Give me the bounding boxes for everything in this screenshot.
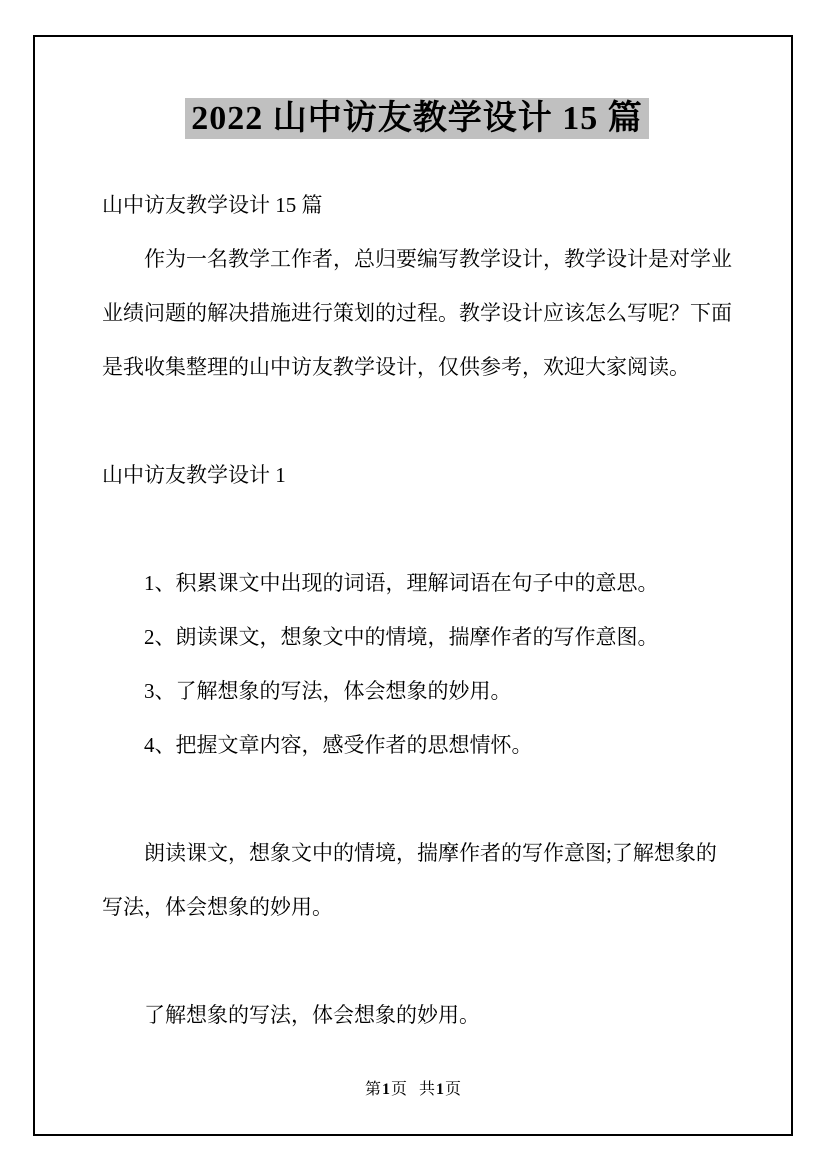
footer-total-suffix: 页 (445, 1081, 462, 1098)
footer-total-prefix: 共 (419, 1081, 436, 1098)
objective-item-1: 1、积累课文中出现的词语，理解词语在句子中的意思。 (144, 571, 659, 595)
title-highlight: 2022 山中访友教学设计 15 篇 (185, 98, 649, 139)
subtitle-line: 山中访友教学设计 15 篇 (102, 193, 323, 217)
key-points-paragraph: 朗读课文，想象文中的情境，揣摩作者的写作意图;了解想象的写法，体会想象的妙用。 (102, 841, 717, 919)
intro-paragraph: 作为一名教学工作者，总归要编写教学设计，教学设计是对学业业绩问题的解决措施进行策划的过程。教学设计应该怎么写呢？下面是我收集整理的山中访友教学设计，仅供参考，欢迎大家阅读。 (102, 247, 732, 379)
document-body (102, 96, 732, 1042)
objective-item-2: 2、朗读课文，想象文中的情境，揣摩作者的写作意图。 (144, 625, 659, 649)
document-title (102, 96, 732, 142)
footer-page-prefix: 第 (364, 1081, 381, 1098)
objective-item-3: 3、了解想象的写法，体会想象的妙用。 (144, 679, 512, 703)
footer-total-label (419, 1081, 461, 1098)
footer-page-number: 1 (381, 1081, 390, 1098)
footer-total-number: 1 (436, 1081, 445, 1098)
footer-page-label (365, 1081, 407, 1098)
difficulty-paragraph: 了解想象的写法，体会想象的妙用。 (144, 1003, 480, 1027)
section-heading: 山中访友教学设计 1 (102, 463, 286, 487)
page-footer (33, 1078, 793, 1102)
footer-page-suffix: 页 (390, 1081, 407, 1098)
objective-item-4: 4、把握文章内容，感受作者的思想情怀。 (144, 733, 533, 757)
